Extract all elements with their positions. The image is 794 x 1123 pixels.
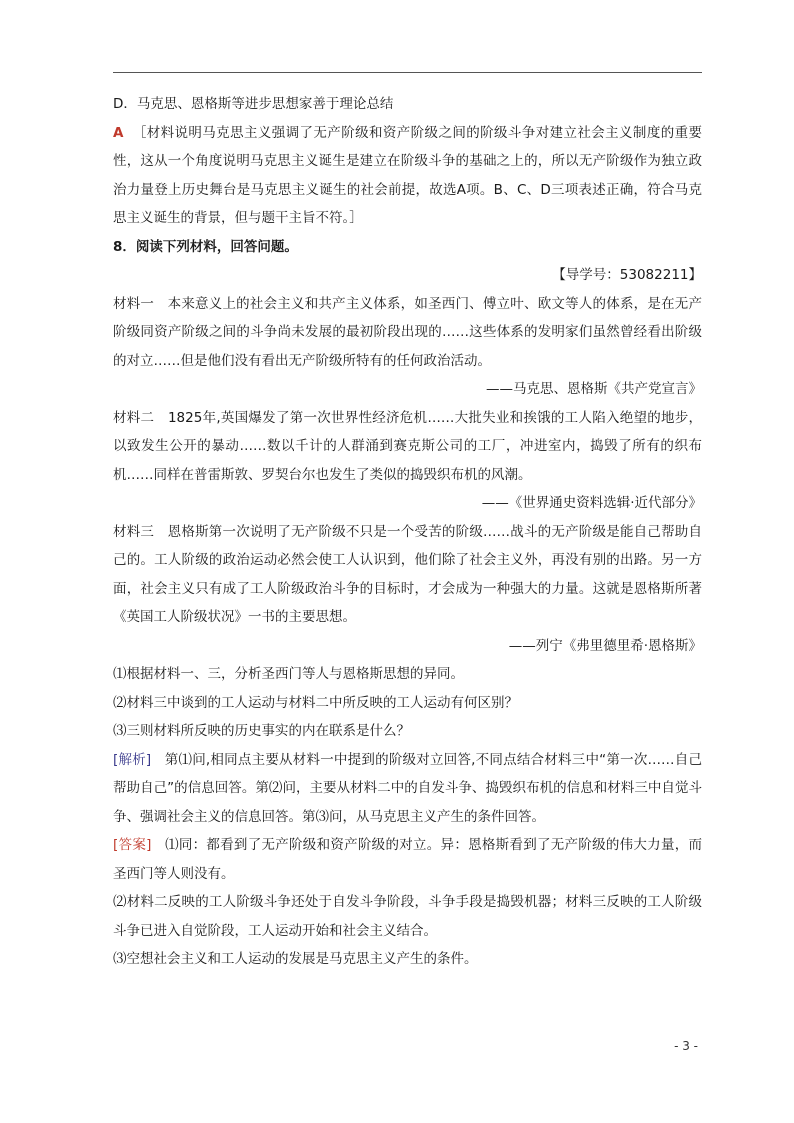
material-1 [113,290,702,376]
document-body [113,90,702,974]
answer-tag: [答案] [113,837,152,853]
material-1-text: 本来意义上的社会主义和共产主义体系，如圣西门、傅立叶、欧文等人的体系，是在无产阶级同资产阶级之间的斗争尚未发展的最初阶段出现的……这些体系的发明家们虽然曾经看出阶级的对立……但是他们没有看出无产阶级所特有的任何政治活动。 [113,295,703,369]
material-3-label: 材料三 [113,523,155,540]
page-number: - 3 - [674,1039,698,1053]
answer-1-text: ⑴同：都看到了无产阶级和资产阶级的对立。异：恩格斯看到了无产阶级的伟大力量，而圣西门等人则没有。 [113,837,702,882]
answer-1 [113,831,702,888]
q7-answer [113,119,702,233]
analysis-text: 第⑴问,相同点主要从材料一中提到的阶级对立回答,不同点结合材料三中“第一次……自己帮助自己”的信息回答。第⑵问，主要从材料二中的自发斗争、捣毁织布机的信息和材料三中自觉斗争、强调社会主义的信息回答。第⑶问，从马克思主义产生的条件回答。 [113,751,702,825]
material-2-text: 1825年,英国爆发了第一次世界性经济危机……大批失业和挨饿的工人陷入绝望的地步，以致发生公开的暴动……数以千计的人群涌到赛克斯公司的工厂，冲进室内，捣毁了所有的织布机……同样在普雷斯敦、罗契台尔也发生了类似的捣毁织布机的风潮。 [113,409,703,483]
material-1-source: ——马克思、恩格斯《共产党宣言》 [486,381,702,397]
material-3-source: ——列宁《弗里德里希·恩格斯》 [508,637,702,654]
sub-question-1: ⑴根据材料一、三，分析圣西门等人与恩格斯思想的异同。 [113,666,464,682]
analysis-tag: [解析] [113,751,152,768]
answer-3: ⑶空想社会主义和工人运动的发展是马克思主义产生的条件。 [113,951,478,967]
analysis [113,746,702,832]
sub-question-2: ⑵材料三中谈到的工人运动与材料二中所反映的工人运动有何区别？ [113,694,518,711]
material-2 [113,404,702,490]
sub-question-3: ⑶三则材料所反映的历史事实的内在联系是什么？ [113,723,410,739]
q8-guide-number: 【导学号：53082211】 [552,267,702,283]
material-2-label: 材料二 [113,409,155,426]
header-rule [113,72,702,73]
answer-2: ⑵材料二反映的工人阶级斗争还处于自发斗争阶段，斗争手段是捣毁机器；材料三反映的工人阶级斗争已进入自觉阶段，工人运动开始和社会主义结合。 [113,894,702,939]
material-1-label: 材料一 [113,295,155,312]
q7-answer-letter: A [113,124,124,141]
q8-stem: 8．阅读下列材料，回答问题。 [113,238,298,255]
material-2-source: ——《世界通史资料选辑·近代部分》 [481,495,702,511]
material-3-text: 恩格斯第一次说明了无产阶级不只是一个受苦的阶级……战斗的无产阶级是能自己帮助自己的。工人阶级的政治运动必然会使工人认识到，他们除了社会主义外，再没有别的出路。另一方面，社会主义只有成了工人阶级政治斗争的目标时，才会成为一种强大的力量。这就是恩格斯所著《英国工人阶级状况》一书的主要思想。 [113,523,703,625]
q7-option-d: D．马克思、恩格斯等进步思想家善于理论总结 [113,96,394,112]
q7-answer-text: ［材料说明马克思主义强调了无产阶级和资产阶级之间的阶级斗争对建立社会主义制度的重要性，这从一个角度说明马克思主义诞生是建立在阶级斗争的基础之上的，所以无产阶级作为独立政治力量登上历史舞台是马克思主义诞生的社会前提，故选A项。B、C、D三项表述正确，符合马克思主义诞生的背景，但与题干主旨不符。］ [113,124,702,226]
material-3 [113,518,702,632]
